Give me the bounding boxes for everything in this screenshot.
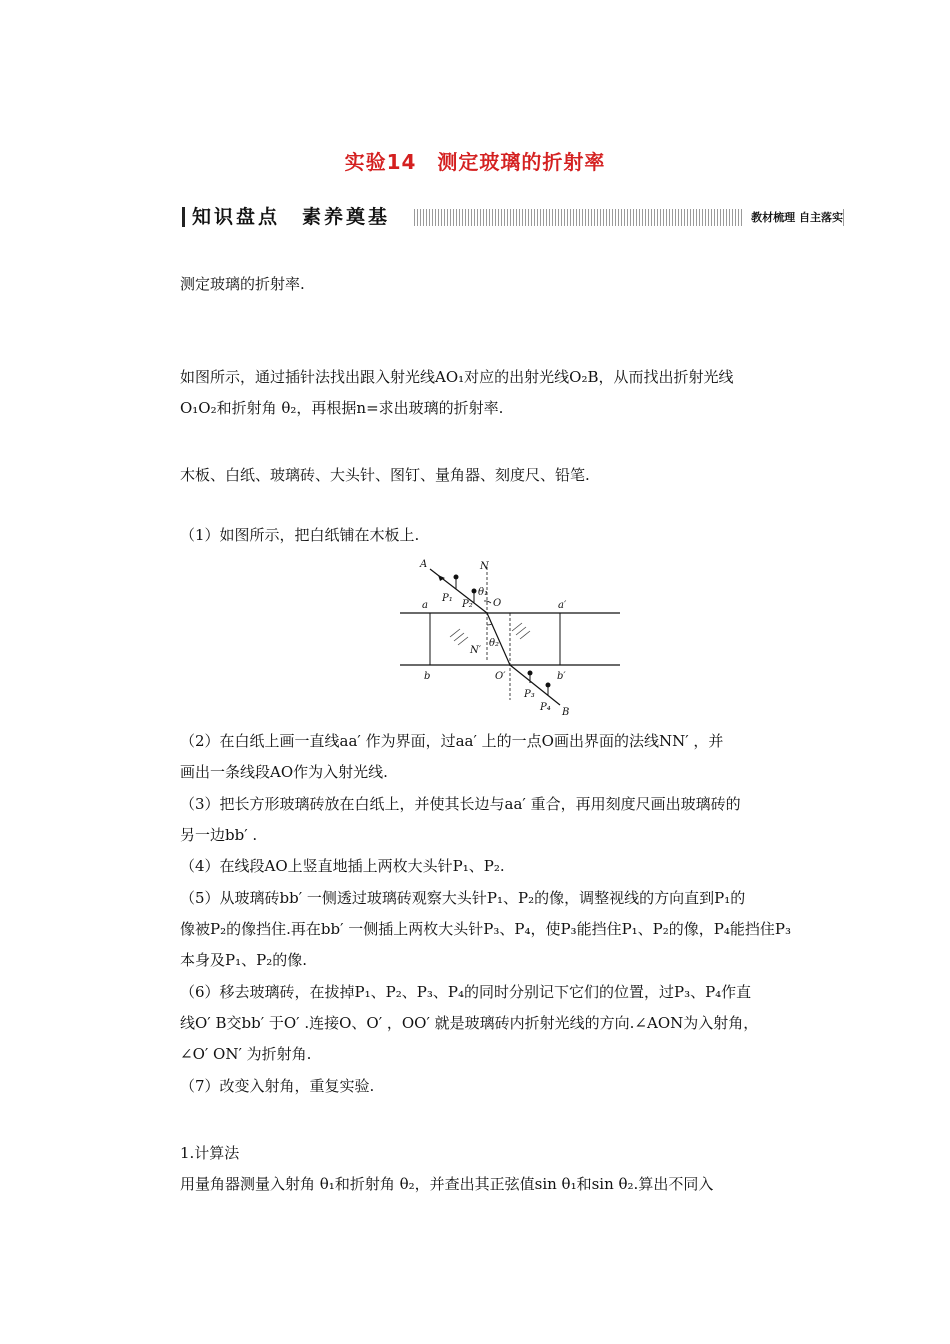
step-3-line-1: （3）把长方形玻璃砖放在白纸上，并使其长边与aa′ 重合，再用刻度尺画出玻璃砖的 <box>180 795 741 813</box>
angle-arc-2 <box>487 624 492 625</box>
step-5-line-1: （5）从玻璃砖bb′ 一侧透过玻璃砖观察大头针P₁、P₂的像，调整视线的方向直到P₁的 <box>180 889 746 907</box>
label-theta2: θ₂ <box>489 638 500 649</box>
page-title: 实验14 测定玻璃的折射率 <box>344 150 606 174</box>
step-6-line-2: 线O′ B交bb′ 于O′ .连接O、O′ ，OO′ 就是玻璃砖内折射光线的方向.∠AON为入射角， <box>180 1014 759 1032</box>
angle-arc-1 <box>484 601 491 603</box>
label-a: a <box>422 600 428 611</box>
label-O: O <box>493 598 502 609</box>
label-P3: P₃ <box>524 689 535 700</box>
label-O-prime: O′ <box>495 671 506 682</box>
principle-line-2: O₁O₂和折射角 θ₂，再根据n=求出玻璃的折射率. <box>180 399 504 417</box>
label-b: b <box>424 671 431 682</box>
step-3-line-2: 另一边bb′ . <box>180 826 258 844</box>
label-A: A <box>420 559 428 570</box>
method-title: 1.计算法 <box>180 1144 240 1162</box>
step-4: （4）在线段AO上竖直地插上两枚大头针P₁、P₂. <box>180 857 505 875</box>
label-P4: P₄ <box>540 702 551 713</box>
step-5-line-3: 本身及P₁、P₂的像. <box>180 951 307 969</box>
step-6-line-3: ∠O′ ON′ 为折射角. <box>180 1045 312 1063</box>
section-banner <box>182 205 845 229</box>
banner-heading: 知识盘点 素养奠基 <box>192 206 391 228</box>
banner-bar <box>182 207 185 227</box>
label-N: N <box>480 561 489 572</box>
label-P2: P₂ <box>462 599 473 610</box>
purpose-text: 测定玻璃的折射率. <box>180 275 305 293</box>
refraction-diagram <box>400 555 625 720</box>
step-5-line-2: 像被P₂的像挡住.再在bb′ 一侧插上两枚大头针P₃、P₄，使P₃能挡住P₁、P₂的像，P₄能挡住P₃ <box>180 920 791 938</box>
emergent-ray <box>510 665 560 705</box>
step-7: （7）改变入射角，重复实验. <box>180 1077 375 1095</box>
label-a-prime: a′ <box>558 600 567 611</box>
label-b-prime: b′ <box>557 671 566 682</box>
equipment-text: 木板、白纸、玻璃砖、大头针、图钉、量角器、刻度尺、铅笔. <box>180 466 590 484</box>
label-P1: P₁ <box>442 593 453 604</box>
method-text: 用量角器测量入射角 θ₁和折射角 θ₂，并查出其正弦值sin θ₁和sin θ₂.算出不同入 <box>180 1175 714 1193</box>
banner-subheading: 教材梳理 自主落实 <box>743 209 843 226</box>
label-B: B <box>562 707 570 718</box>
step-6-line-1: （6）移去玻璃砖，在拔掉P₁、P₂、P₃、P₄的同时分别记下它们的位置，过P₃、P₄作直 <box>180 983 752 1001</box>
label-theta1: θ₁ <box>478 587 489 598</box>
label-N-prime: N′ <box>470 645 482 656</box>
step-2-line-2: 画出一条线段AO作为入射光线. <box>180 763 388 781</box>
step-2-line-1: （2）在白纸上画一直线aa′ 作为界面，过aa′ 上的一点O画出界面的法线NN′ ，并 <box>180 732 724 750</box>
principle-line-1: 如图所示，通过插针法找出跟入射光线AO₁对应的出射光线O₂B，从而找出折射光线 <box>180 368 734 386</box>
step-1: （1）如图所示，把白纸铺在木板上. <box>180 526 420 544</box>
